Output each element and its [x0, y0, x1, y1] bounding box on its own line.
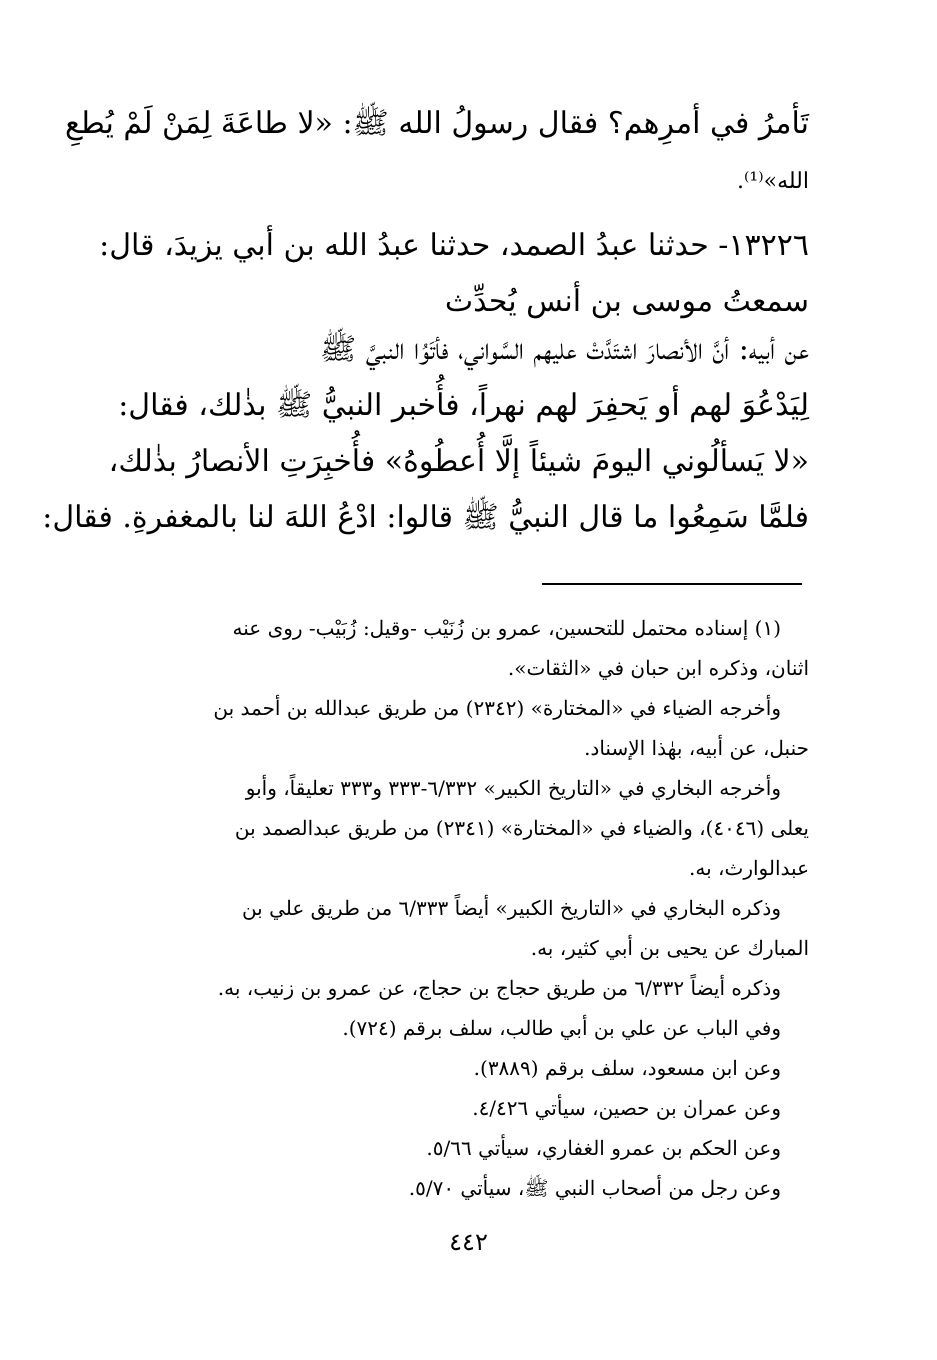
footnote-line: اثنان، وذكره ابن حبان في «الثقات».	[507, 656, 809, 680]
hadith-isnad	[99, 218, 809, 330]
main-text-line: فلمَّا سَمِعُوا ما قال النبيُّ ﷺ قالوا: ادْعُ اللهَ لنا بالمغفرةِ. فقال:	[42, 500, 809, 535]
main-text-line: «لا يَسألُوني اليومَ شيئاً إلَّا أُعطُوهُ» فأُخبِرَتِ الأنصارُ بذٰلك،	[108, 444, 809, 479]
footnote-line: وأخرجه البخاري في «التاريخ الكبير» ٦/٣٣٢-٣٣٣ و٣٣٣ تعليقاً، وأبو	[245, 776, 781, 800]
paragraph-continuation	[64, 96, 809, 208]
footnote-line: وعن عمران بن حصين، سيأتي ٤/٤٢٦.	[472, 1096, 781, 1120]
footnote-line: (١) إسناده محتمل للتحسين، عمرو بن زُنَيْب -وقيل: زُبَيْب- روى عنه	[232, 616, 781, 640]
footnote-line: حنبل، عن أبيه، بهٰذا الإسناد.	[584, 736, 809, 760]
main-text-line: تَأمرُ في أمرِهم؟ فقال رسولُ الله ﷺ: «لا طاعَةَ لِمَنْ لَمْ يُطعِ	[64, 106, 809, 141]
footnote-line: وأخرجه الضياء في «المختارة» (٢٣٤٢) من طريق عبدالله بن أحمد بن	[213, 696, 781, 720]
main-text-line: سمعتُ موسى بن أنس يُحدِّث	[444, 284, 809, 319]
main-text-line: الله»⁽¹⁾.	[737, 169, 809, 194]
page-number: ٤٤٢	[449, 1228, 488, 1256]
footnotes	[109, 608, 809, 1208]
footnote-line: وعن ابن مسعود، سلف برقم (٣٨٨٩).	[473, 1056, 781, 1080]
footnote-line: المبارك عن يحيى بن أبي كثير، به.	[530, 936, 809, 960]
main-text-line: عن أبيه: أنَّ الأنصارَ اشتَدَّتْ عليهم السَّواني، فأتَوُا النبيَّ ﷺ	[319, 332, 809, 367]
footnote-divider	[542, 583, 802, 585]
footnote-line: وعن رجل من أصحاب النبي ﷺ، سيأتي ٥/٧٠.	[408, 1176, 781, 1200]
hadith-matn	[42, 322, 809, 546]
footnote-line: عبدالوارث، به.	[689, 856, 809, 880]
footnote-line: وعن الحكم بن عمرو الغفاري، سيأتي ٥/٦٦.	[426, 1136, 781, 1160]
footnote-line: يعلى (٤٠٤٦)، والضياء في «المختارة» (٢٣٤١) من طريق عبدالصمد بن	[234, 816, 809, 840]
main-text-line: لِيَدْعُوَ لهم أو يَحفِرَ لهم نهراً، فأُخبر النبيُّ ﷺ بذٰلك، فقال:	[118, 388, 809, 423]
footnote-line: وذكره البخاري في «التاريخ الكبير» أيضاً ٦/٣٣٣ من طريق علي بن	[241, 896, 781, 920]
footnote-line: وفي الباب عن علي بن أبي طالب، سلف برقم (٧٢٤).	[342, 1016, 781, 1040]
footnote-line: وذكره أيضاً ٦/٣٣٢ من طريق حجاج بن حجاج، عن عمرو بن زنيب، به.	[217, 976, 781, 1000]
main-text-line: ١٣٢٢٦- حدثنا عبدُ الصمد، حدثنا عبدُ الله بن أبي يزيدَ، قال:	[99, 228, 809, 263]
